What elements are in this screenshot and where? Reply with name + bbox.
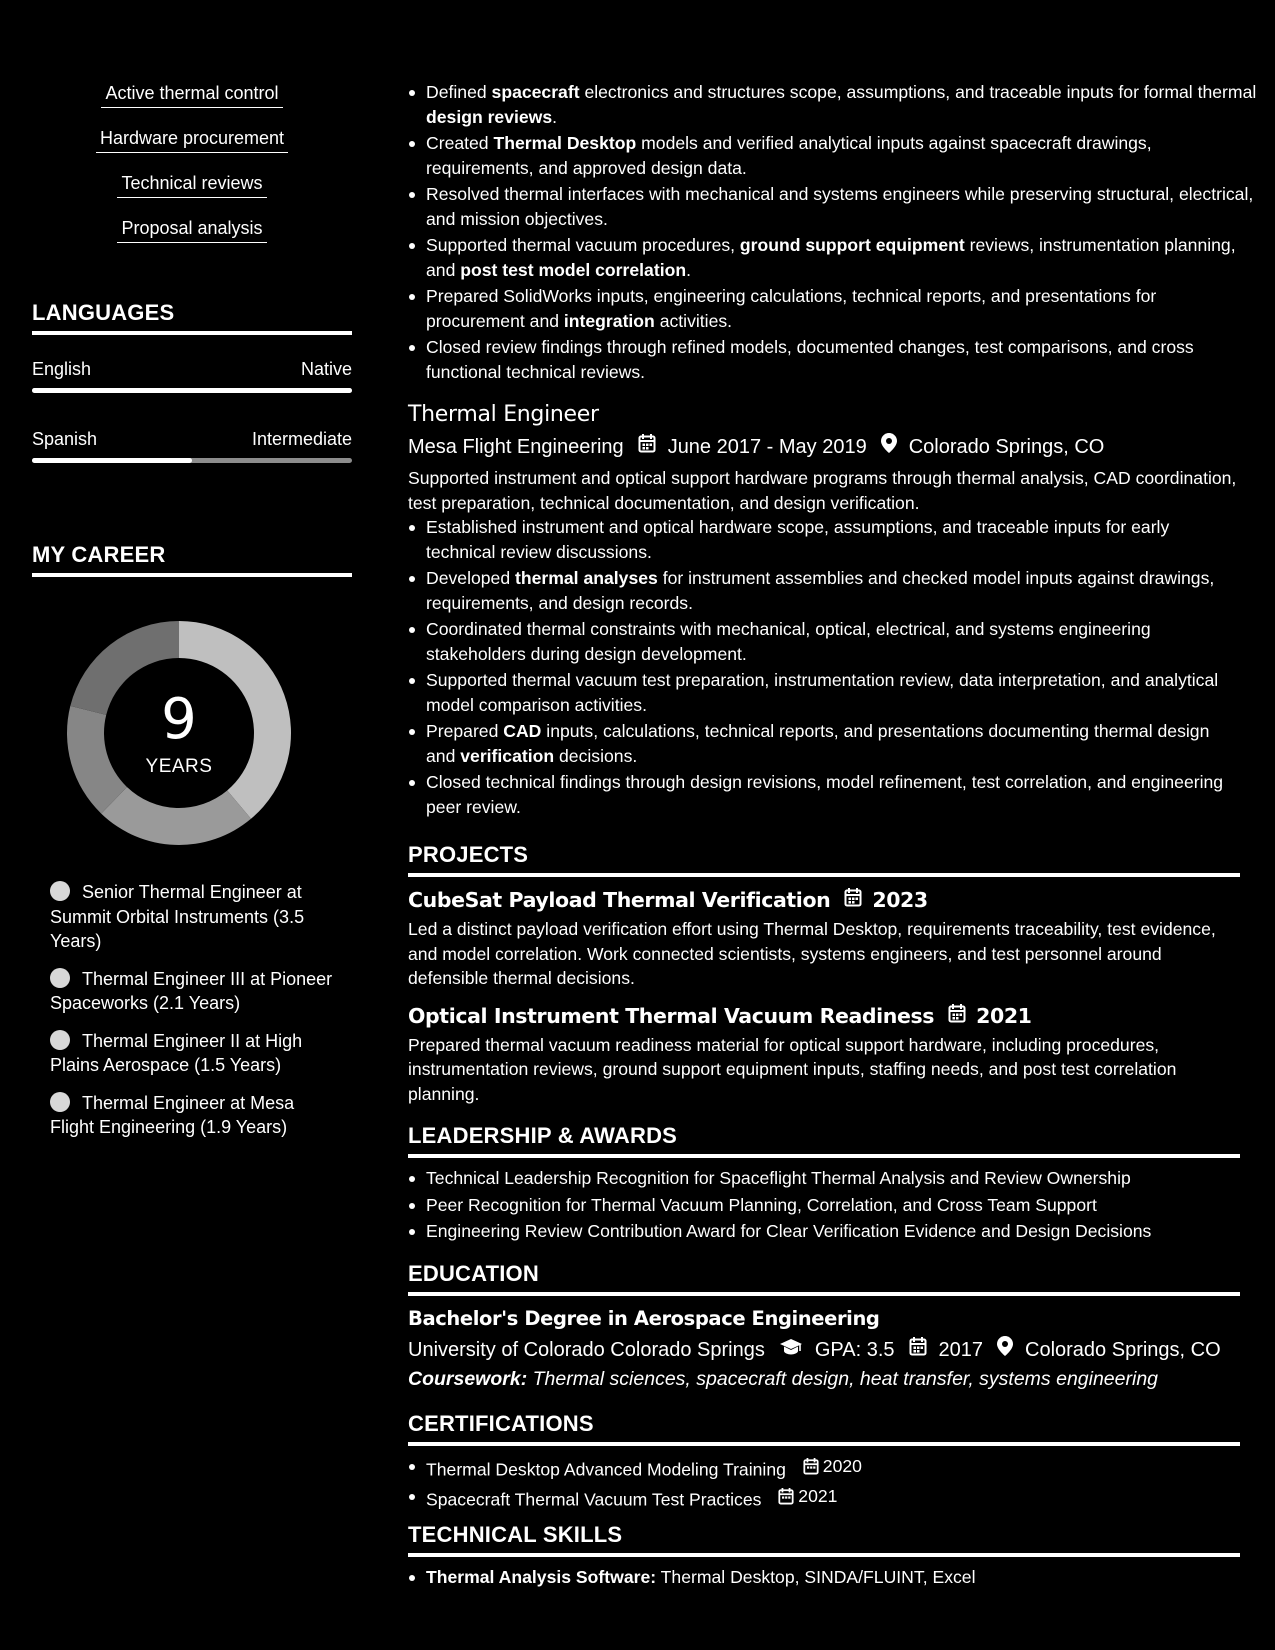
skill-tag: Hardware procurement [96, 127, 288, 153]
career-item: Thermal Engineer III at Pioneer Spaceworks (2.1 Years) [50, 968, 333, 1013]
bullet-dot-icon [50, 968, 70, 988]
school-location: Colorado Springs, CO [1025, 1338, 1221, 1361]
project-description: Led a distinct payload verification effort using Thermal Desktop, requirements traceability, test evidence, and model correlation. Work connected scientists, systems engineers, and test personnel around defensible thermal decisions. [408, 919, 1216, 988]
project-description: Prepared thermal vacuum readiness material for optical support hardware, including procedures, instrumentation reviews, ground support equipment inputs, staffing needs, and post test correlation planning. [408, 1034, 1177, 1104]
leadership-item: Engineering Review Contribution Award for Clear Verification Evidence and Design Decisions [426, 1219, 1240, 1244]
calendar-icon [948, 1003, 966, 1029]
education-meta [408, 1336, 1240, 1363]
coursework-text: Thermal sciences, spacecraft design, heat transfer, systems engineering [532, 1368, 1159, 1390]
language-bar [32, 388, 352, 393]
language-bar-fill [32, 388, 352, 393]
skills-list [32, 82, 352, 262]
job-location: Colorado Springs, CO [908, 435, 1105, 458]
previous-job-bullet: Created Thermal Desktop models and verified analytical inputs against spacecraft drawings, requirements, and approved design data. [426, 131, 1258, 180]
calendar-icon [844, 887, 862, 913]
certification-item: Thermal Desktop Advanced Modeling Training 2020 [426, 1454, 1240, 1482]
school-name: University of Colorado Colorado Springs [408, 1338, 765, 1361]
career-list [50, 880, 340, 1153]
languages-section [32, 300, 352, 335]
skill-tag: Active thermal control [101, 82, 282, 108]
location-pin-icon [997, 1336, 1013, 1363]
education-section [408, 1261, 1240, 1393]
calendar-icon [909, 1336, 927, 1363]
calendar-icon [803, 1457, 819, 1475]
project-name: CubeSat Payload Thermal Verification [408, 888, 831, 912]
project-item [408, 887, 1240, 991]
project-year: 2023 [872, 888, 928, 912]
graduation-year: 2017 [938, 1338, 984, 1361]
job-bullet: Supported thermal vacuum test preparation, instrumentation review, data interpretation, and analytical model comparison activities. [426, 668, 1240, 717]
previous-job-bullet: Prepared SolidWorks inputs, engineering calculations, technical reports, and presentations for procurement and integration activities. [426, 284, 1258, 333]
calendar-icon [778, 1487, 794, 1505]
leadership-title: LEADERSHIP & AWARDS [408, 1123, 1240, 1158]
technical-skills-section [408, 1522, 1240, 1592]
projects-section [408, 842, 1240, 1106]
skill-tag: Technical reviews [117, 172, 266, 198]
career-item: Senior Thermal Engineer at Summit Orbital Instruments (3.5 Years) [50, 882, 305, 951]
previous-job-bullets [408, 80, 1258, 386]
career-donut [66, 620, 292, 846]
bullet-dot-icon [50, 1030, 70, 1050]
location-pin-icon [881, 433, 897, 460]
project-name: Optical Instrument Thermal Vacuum Readiness [408, 1003, 935, 1028]
job-bullets [408, 515, 1240, 819]
education-title: EDUCATION [408, 1261, 1240, 1296]
coursework-label: Coursework: [408, 1368, 528, 1390]
language-level: Intermediate [251, 429, 352, 449]
leadership-item: Peer Recognition for Thermal Vacuum Planning, Correlation, and Cross Team Support [426, 1193, 1240, 1218]
language-bar [32, 458, 352, 463]
skill-tag: Proposal analysis [117, 217, 266, 243]
job-title: Thermal Engineer [408, 402, 599, 427]
job-bullet: Established instrument and optical hardware scope, assumptions, and traceable inputs for early technical review discussions. [426, 515, 1240, 564]
career-years-unit: YEARS [145, 756, 213, 777]
job-company: Mesa Flight Engineering [408, 435, 624, 458]
graduation-cap-icon [779, 1337, 803, 1363]
career-donut-segment [101, 787, 251, 845]
leadership-section [408, 1123, 1240, 1246]
bullet-dot-icon [50, 1092, 70, 1112]
job-entry [408, 401, 1240, 821]
career-years-value: 9 [161, 687, 197, 752]
certifications-title: CERTIFICATIONS [408, 1411, 1240, 1446]
job-meta [408, 433, 1240, 460]
language-level: Native [300, 359, 352, 379]
project-item [408, 1003, 1240, 1107]
projects-title: PROJECTS [408, 842, 1240, 877]
previous-job-bullet: Resolved thermal interfaces with mechanical and systems engineers while preserving structural, electrical, and mission objectives. [426, 182, 1258, 231]
technical-skill-item: Thermal Analysis Software: Thermal Desktop, SINDA/FLUINT, Excel [426, 1565, 1240, 1590]
career-item: Thermal Engineer at Mesa Flight Engineering (1.9 Years) [50, 1092, 295, 1137]
language-name: English [32, 359, 92, 379]
technical-skills-title: TECHNICAL SKILLS [408, 1522, 1240, 1557]
job-bullet: Closed technical findings through design revisions, model refinement, test correlation, and engineering peer review. [426, 770, 1240, 819]
language-spanish [32, 428, 352, 463]
language-bar-fill [32, 458, 192, 463]
technical-skills-list [408, 1565, 1240, 1590]
job-bullet: Prepared CAD inputs, calculations, technical reports, and presentations documenting thermal design and verification decisions. [426, 719, 1240, 768]
previous-job-bullet: Closed review findings through refined models, documented changes, test comparisons, and cross functional technical reviews. [426, 335, 1258, 384]
job-summary: Supported instrument and optical support hardware programs through thermal analysis, CAD coordination, test preparation, technical documentation, and design verification. [408, 468, 1237, 513]
leadership-item: Technical Leadership Recognition for Spaceflight Thermal Analysis and Review Ownership [426, 1166, 1240, 1191]
career-item: Thermal Engineer II at High Plains Aerospace (1.5 Years) [50, 1030, 303, 1075]
languages-title: LANGUAGES [32, 300, 352, 335]
leadership-list [408, 1166, 1240, 1244]
language-name: Spanish [32, 429, 98, 449]
job-bullet: Coordinated thermal constraints with mechanical, optical, electrical, and systems engineering stakeholders during design development. [426, 617, 1240, 666]
job-dates: June 2017 - May 2019 [667, 435, 867, 458]
career-section [32, 542, 352, 577]
coursework [408, 1365, 1240, 1393]
certifications-list [408, 1454, 1240, 1512]
previous-job-bullet: Supported thermal vacuum procedures, ground support equipment reviews, instrumentation planning, and post test model correlation. [426, 233, 1258, 282]
calendar-icon [638, 433, 656, 460]
language-english [32, 358, 352, 393]
certification-item: Spacecraft Thermal Vacuum Test Practices 2021 [426, 1484, 1240, 1512]
project-year: 2021 [976, 1003, 1032, 1028]
certifications-section [408, 1411, 1240, 1514]
bullet-dot-icon [50, 881, 70, 901]
gpa: GPA: 3.5 [814, 1338, 895, 1361]
career-title: MY CAREER [32, 542, 352, 577]
degree-title: Bachelor's Degree in Aerospace Engineering [408, 1307, 880, 1330]
job-bullet: Developed thermal analyses for instrument assemblies and checked model inputs against drawings, requirements, and design records. [426, 566, 1240, 615]
previous-job-bullet: Defined spacecraft electronics and structures scope, assumptions, and traceable inputs for formal thermal design reviews. [426, 80, 1258, 129]
